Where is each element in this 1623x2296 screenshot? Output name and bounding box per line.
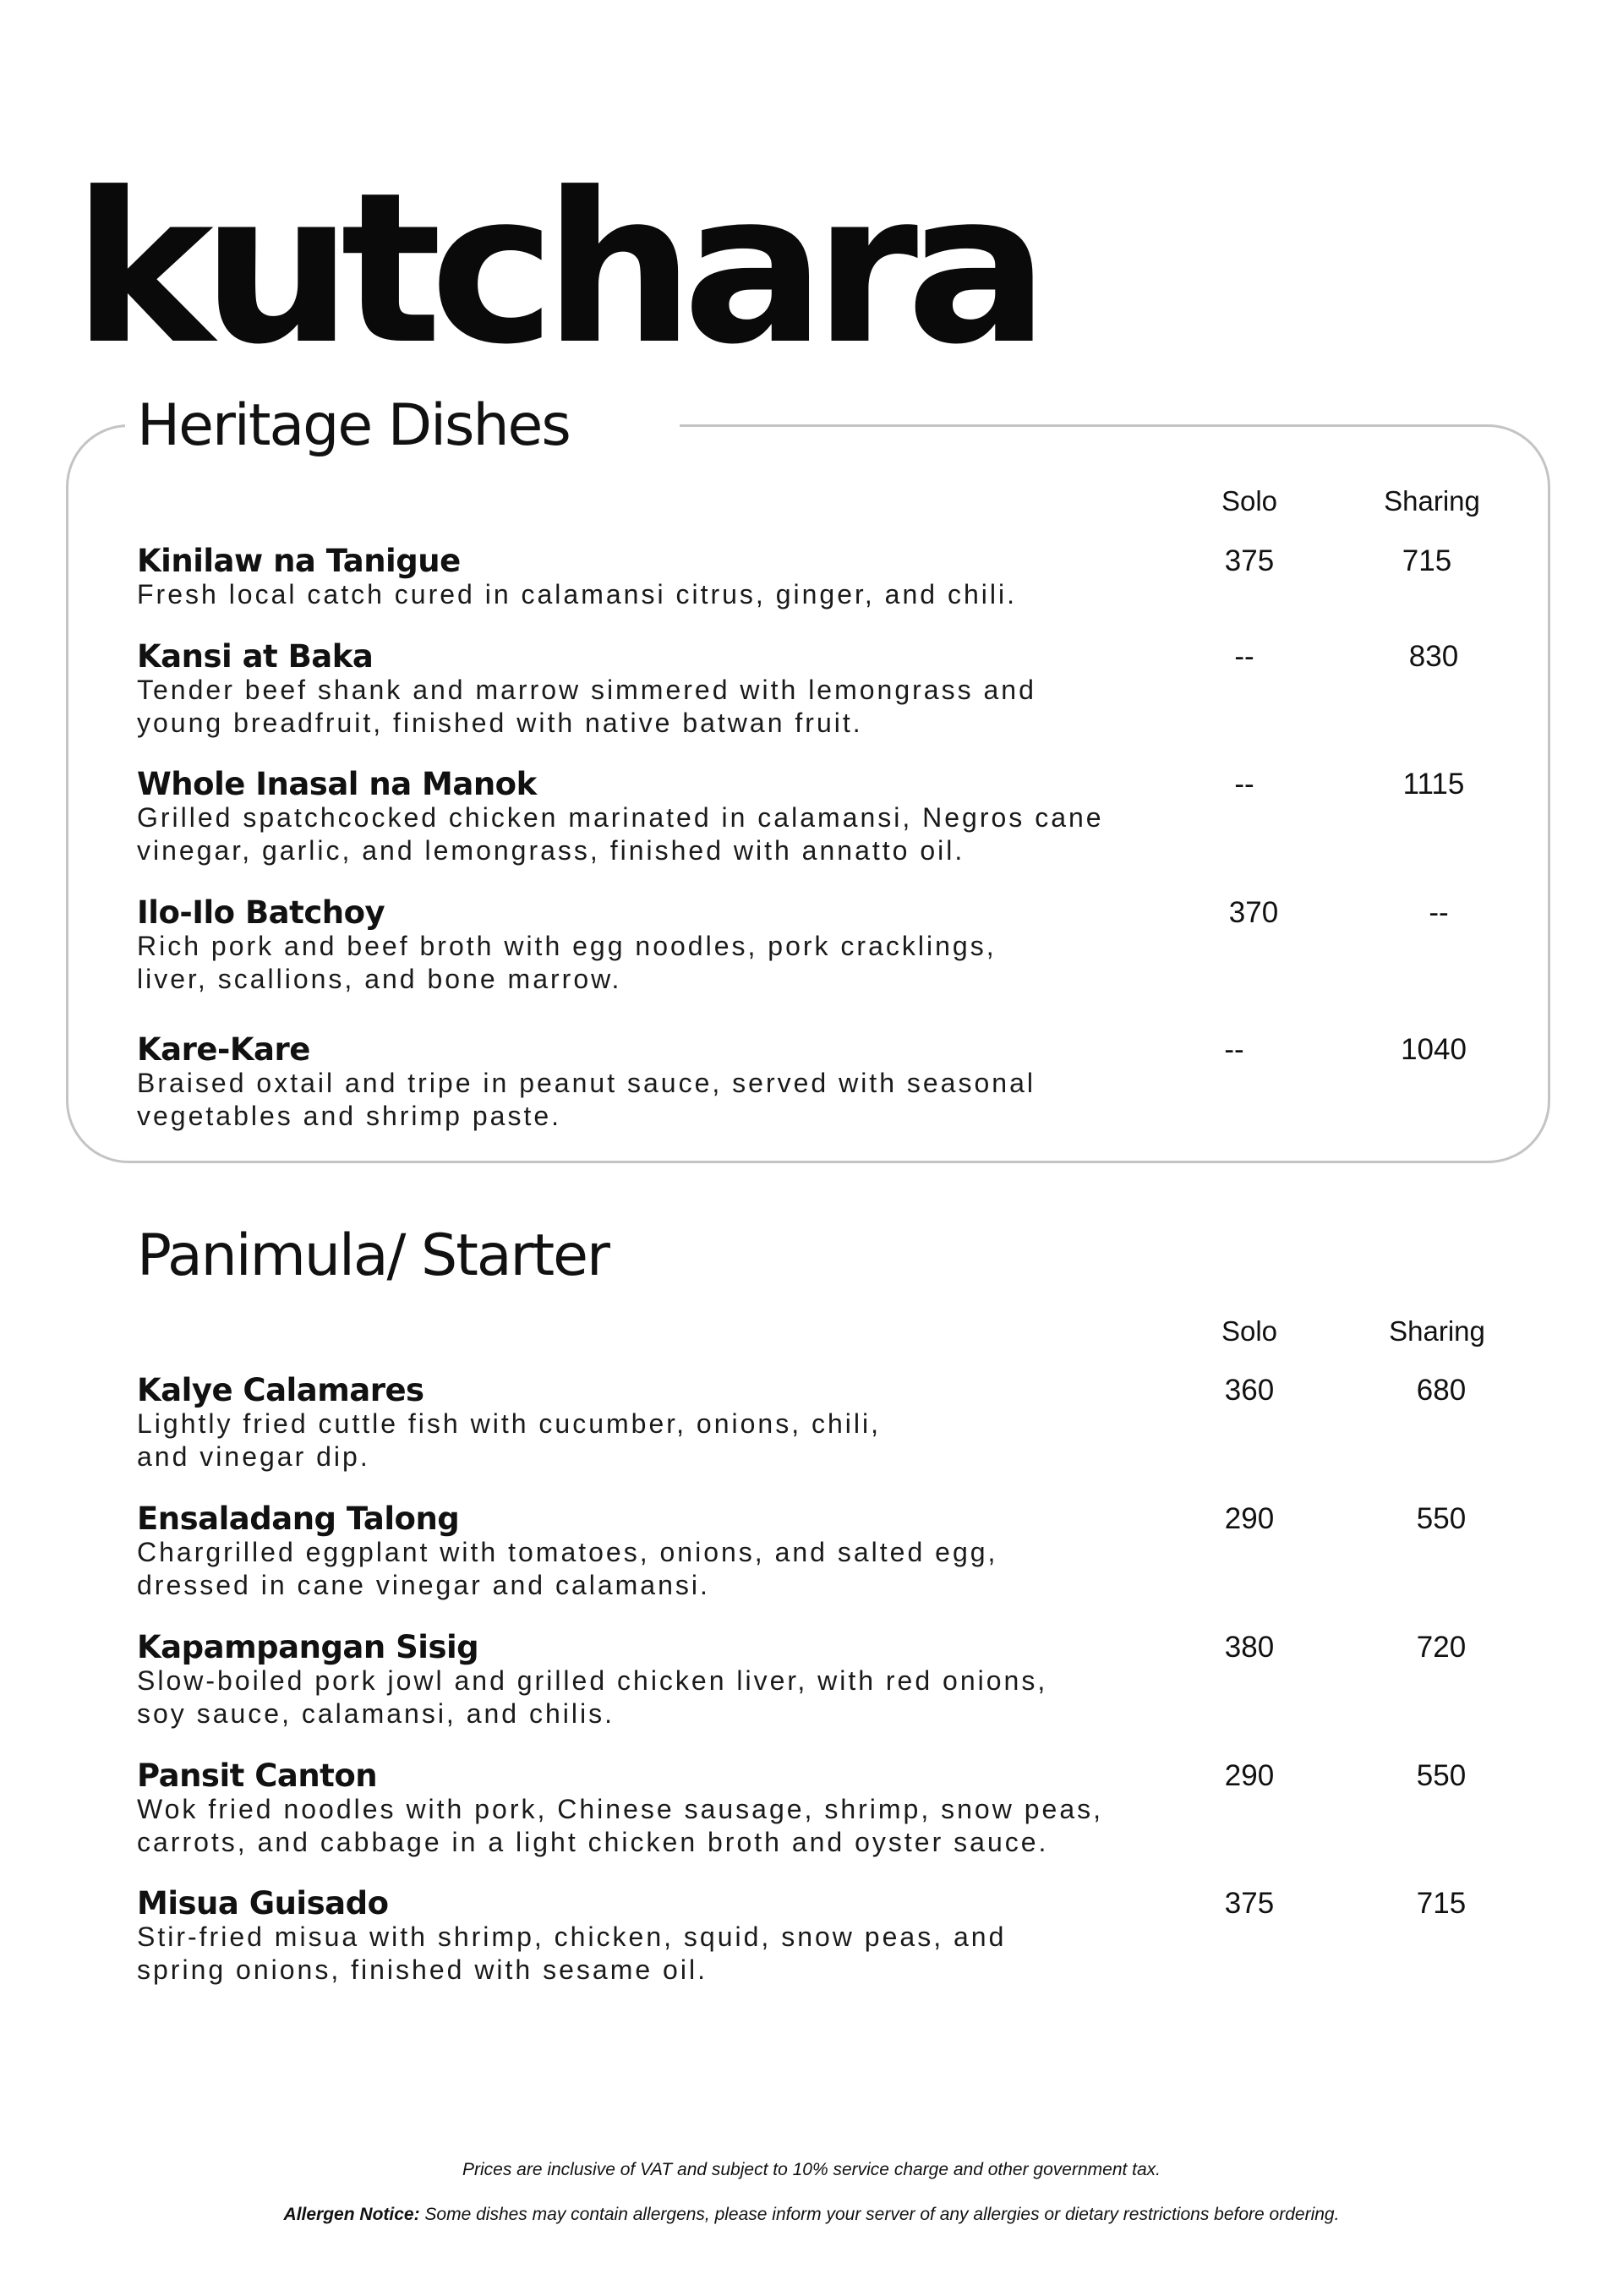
price-sharing: 680 (1416, 1374, 1467, 1407)
col-head-solo: Solo (1221, 485, 1278, 517)
price-solo: 290 (1224, 1759, 1275, 1792)
item-name: Ilo-Ilo Batchoy (137, 894, 385, 931)
item-description: Braised oxtail and tripe in peanut sauce, served with seasonal vegetables and shrimp paste. (137, 1068, 1036, 1131)
menu-item-inasal (137, 768, 1185, 867)
price-solo: -- (1224, 1033, 1244, 1066)
section-title-heritage: Heritage Dishes (137, 392, 570, 459)
price-solo: 290 (1224, 1502, 1275, 1535)
menu-item-calamares (137, 1374, 1185, 1473)
price-sharing: 550 (1416, 1502, 1467, 1535)
menu-item-talong (137, 1502, 1185, 1602)
price-sharing: 1115 (1402, 768, 1465, 801)
menu-item-pansit-canton (137, 1759, 1185, 1859)
price-solo: 360 (1224, 1374, 1275, 1407)
item-description: Rich pork and beef broth with egg noodles, pork cracklings, liver, scallions, and bone marrow. (137, 931, 997, 994)
menu-item-batchoy (137, 896, 1185, 996)
col-head-sharing: Sharing (1384, 485, 1480, 517)
col-head-solo: Solo (1221, 1315, 1278, 1347)
price-sharing: 830 (1408, 640, 1459, 673)
item-name: Kare-Kare (137, 1031, 310, 1068)
menu-item-kare-kare (137, 1033, 1185, 1133)
item-name: Misua Guisado (137, 1885, 389, 1922)
item-name: Kinilaw na Tanigue (137, 543, 461, 579)
menu-item-kinilaw (137, 544, 1185, 611)
vat-note: Prices are inclusive of VAT and subject to 10% service charge and other government tax. (462, 2160, 1161, 2179)
menu-item-kansi (137, 640, 1185, 740)
price-sharing: 550 (1416, 1759, 1467, 1792)
item-description: Slow-boiled pork jowl and grilled chicken liver, with red onions, soy sauce, calamansi, and chilis. (137, 1665, 1048, 1729)
section-title-starter: Panimula/ Starter (137, 1222, 609, 1289)
item-name: Kapampangan Sisig (137, 1629, 479, 1665)
item-name: Whole Inasal na Manok (137, 766, 537, 802)
price-sharing: -- (1429, 896, 1449, 929)
allergen-label: Allergen Notice: (283, 2205, 420, 2224)
item-description: Fresh local catch cured in calamansi citrus, ginger, and chili. (137, 579, 1017, 610)
price-solo: 375 (1224, 544, 1275, 577)
price-sharing: 715 (1416, 1887, 1467, 1920)
price-solo: 380 (1224, 1631, 1275, 1664)
menu-item-sisig (137, 1631, 1185, 1730)
menu-item-misua (137, 1887, 1185, 1987)
price-solo: -- (1234, 768, 1254, 801)
item-description: Tender beef shank and marrow simmered with lemongrass and young breadfruit, finished with native batwan fruit. (137, 675, 1036, 738)
item-description: Stir-fried misua with shrimp, chicken, squid, snow peas, and spring onions, finished with sesame oil. (137, 1922, 1007, 1985)
price-solo: -- (1234, 640, 1254, 673)
brand-logo: kutchara (73, 149, 1037, 391)
item-description: Lightly fried cuttle fish with cucumber, onions, chili, and vinegar dip. (137, 1408, 881, 1472)
price-solo: 375 (1224, 1887, 1275, 1920)
price-sharing: 715 (1402, 544, 1452, 577)
allergen-notice (0, 2206, 1623, 2223)
item-description: Wok fried noodles with pork, Chinese sausage, shrimp, snow peas, carrots, and cabbage in a light chicken broth and oyster sauce. (137, 1794, 1103, 1857)
item-description: Grilled spatchcocked chicken marinated in calamansi, Negros cane vinegar, garlic, and lemongrass, finished with annatto oil. (137, 802, 1104, 866)
col-head-sharing: Sharing (1389, 1315, 1485, 1347)
allergen-text: Some dishes may contain allergens, please inform your server of any allergies or dietary restrictions before ordering. (419, 2205, 1340, 2224)
price-sharing: 1040 (1401, 1033, 1467, 1066)
item-name: Kalye Calamares (137, 1372, 424, 1408)
item-description: Chargrilled eggplant with tomatoes, onions, and salted egg, dressed in cane vinegar and calamansi. (137, 1537, 998, 1600)
item-name: Kansi at Baka (137, 638, 374, 675)
price-solo: 370 (1228, 896, 1279, 929)
item-name: Pansit Canton (137, 1758, 378, 1794)
item-name: Ensaladang Talong (137, 1501, 460, 1537)
price-sharing: 720 (1416, 1631, 1467, 1664)
